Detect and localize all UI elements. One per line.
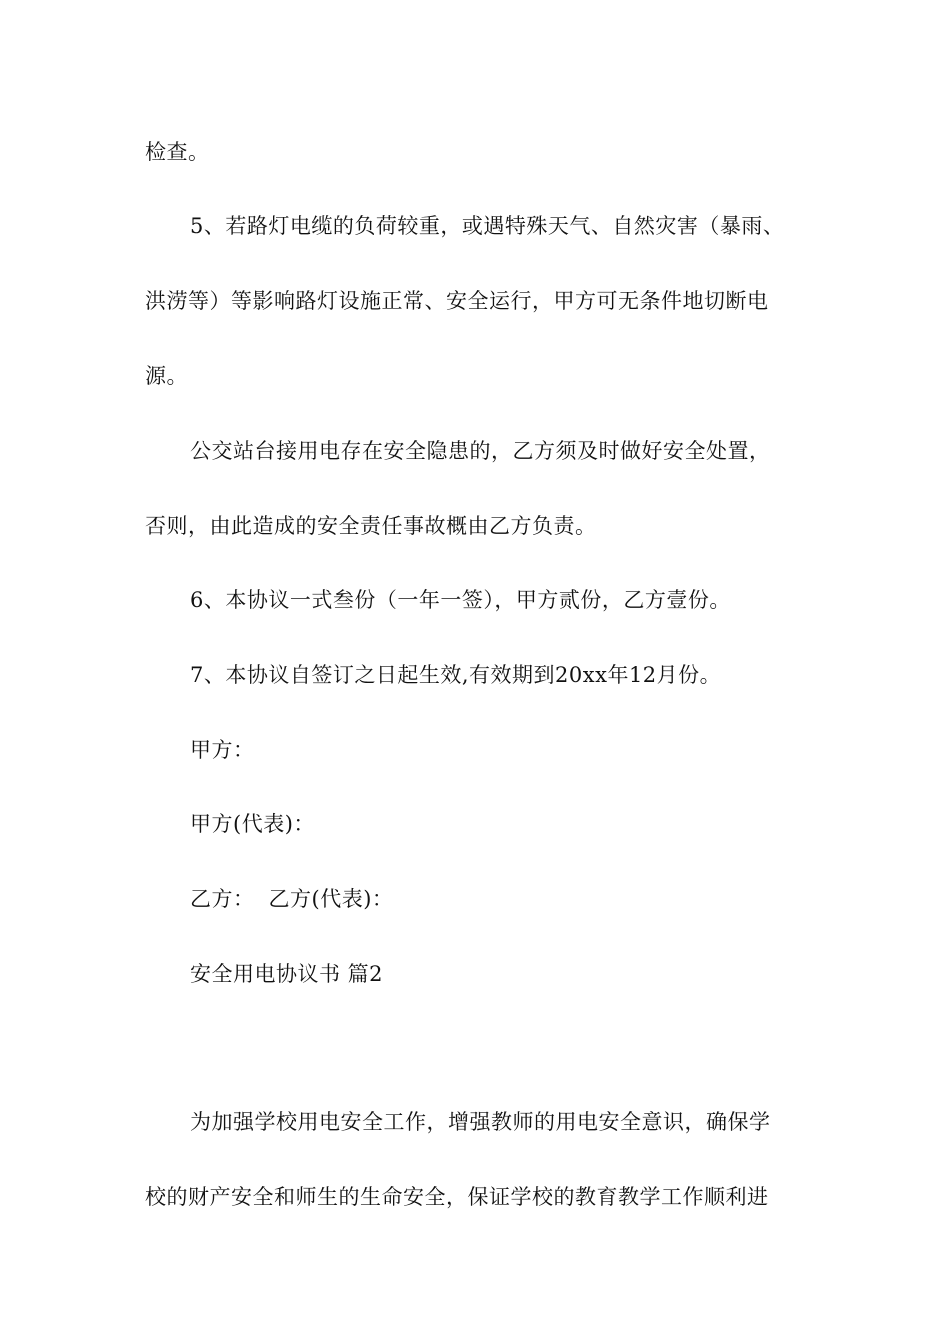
bus-stop-line-2: 否则，由此造成的安全责任事故概由乙方负责。 bbox=[145, 514, 597, 538]
party-a-representative: 甲方(代表)： bbox=[190, 812, 315, 836]
text-line: 检查。 bbox=[145, 140, 210, 164]
clause-5-line-1: 5、若路灯电缆的负荷较重，或遇特殊天气、自然灾害（暴雨、 bbox=[190, 214, 785, 238]
party-b-representative: 乙方(代表)： bbox=[268, 887, 394, 911]
clause-6: 6、本协议一式叁份（一年一签），甲方贰份，乙方壹份。 bbox=[190, 588, 731, 612]
clause-7: 7、本协议自签订之日起生效,有效期到20xx年12月份。 bbox=[190, 663, 722, 687]
section-title: 安全用电协议书 篇2 bbox=[190, 962, 384, 986]
party-b: 乙方： bbox=[190, 887, 255, 911]
intro-line-1: 为加强学校用电安全工作，增强教师的用电安全意识，确保学 bbox=[190, 1110, 771, 1134]
clause-5-line-2: 洪涝等）等影响路灯设施正常、安全运行，甲方可无条件地切断电 bbox=[145, 289, 769, 313]
party-b-signature-line bbox=[190, 884, 393, 914]
clause-5-line-3: 源。 bbox=[145, 364, 188, 388]
bus-stop-line-1: 公交站台接用电存在安全隐患的，乙方须及时做好安全处置， bbox=[190, 439, 771, 463]
intro-line-2: 校的财产安全和师生的生命安全，保证学校的教育教学工作顺利进 bbox=[145, 1185, 769, 1209]
party-a: 甲方： bbox=[190, 738, 255, 762]
